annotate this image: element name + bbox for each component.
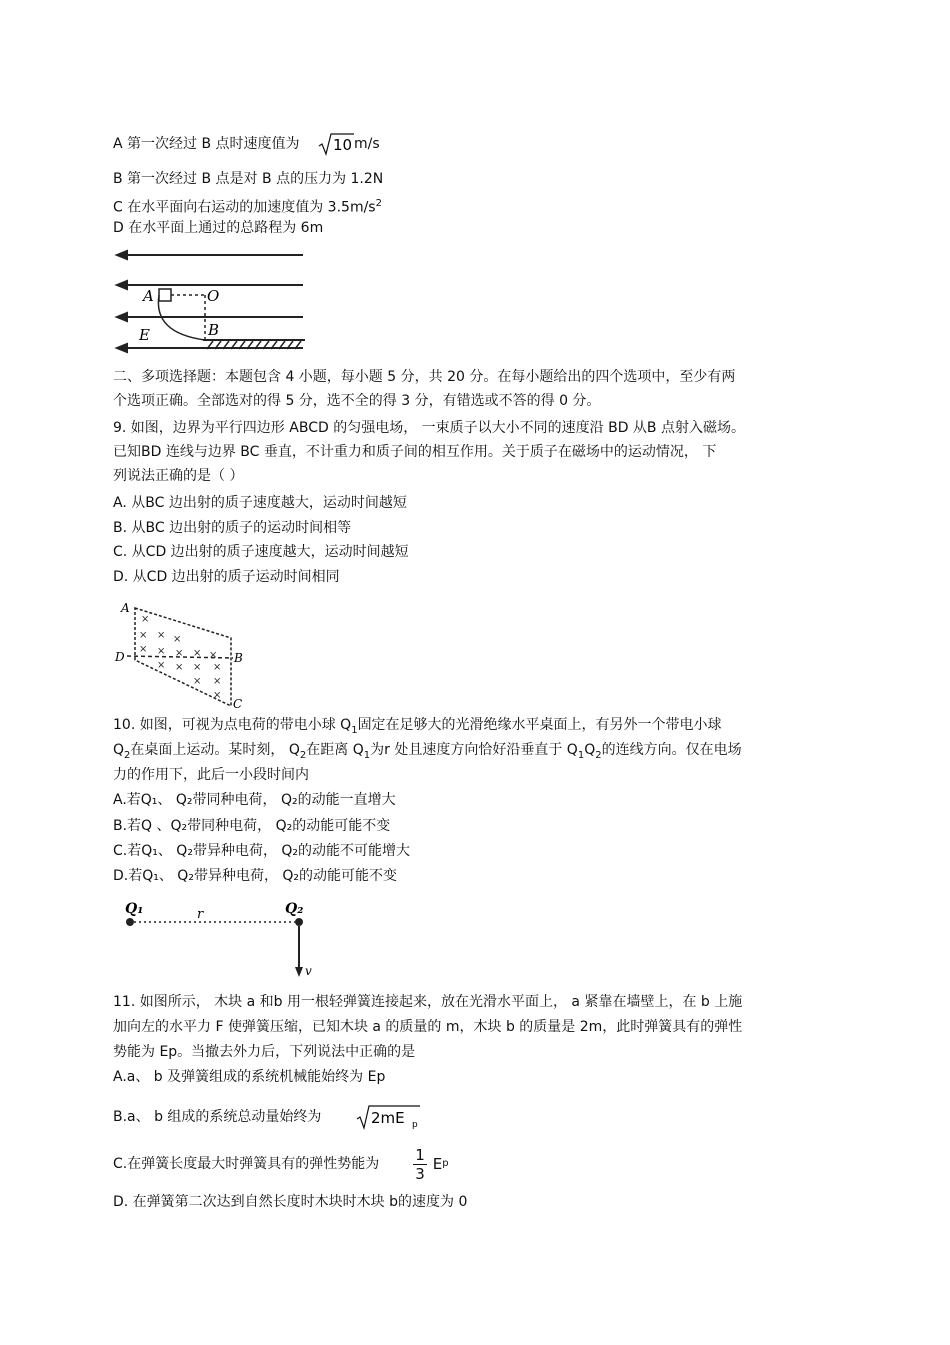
q10-text: 10. 如图，可视为点电荷的带电小球 Q (113, 717, 352, 733)
q9-label-d: D (115, 650, 125, 664)
q11-option-c (113, 1142, 449, 1186)
field-mark: × (157, 646, 166, 657)
q9-option-b: B. 从BC 边出射的质子的运动时间相等 (113, 520, 352, 536)
q11-option-b (113, 1104, 422, 1130)
fraction-numerator: 1 (415, 1145, 425, 1164)
field-mark: × (213, 676, 222, 687)
sqrt-sign-icon (318, 132, 354, 156)
q9-parallelogram-figure (113, 598, 253, 708)
q11-option-a: A.a、 b 及弹簧组成的系统机械能始终为 Ep (113, 1069, 386, 1085)
q9-label-c: C (233, 697, 243, 708)
field-mark: × (213, 662, 222, 673)
q2-charge-icon (295, 918, 303, 926)
q10-text: 在桌面上运动。某时刻， Q (130, 742, 300, 758)
q9-label-b: B (234, 651, 243, 665)
q10-option-b: B.若Q 、Q₂带同种电荷， Q₂的动能可能不变 (113, 818, 391, 834)
q9-option-a: A. 从BC 边出射的质子速度越大，运动时间越短 (113, 495, 407, 511)
q10-label-r: r (197, 907, 204, 922)
q10-option-d: D.若Q₁、 Q₂带异种电荷， Q₂的动能可能不变 (113, 868, 398, 884)
q10-stem-line3: 力的作用下，此后一小段时间内 (113, 767, 309, 783)
field-mark: × (139, 644, 148, 655)
q8-option-d: D 在水平面上通过的总路程为 6m (113, 220, 324, 236)
q9-stem-line3: 列说法正确的是（ ） (113, 468, 244, 484)
q8-option-a-unit: m/s (354, 136, 380, 152)
field-mark: × (193, 676, 202, 687)
q8-option-a (113, 132, 380, 156)
fraction-denominator: 3 (415, 1164, 425, 1183)
field-mark: × (157, 660, 166, 671)
q10-label-q1: Q₁ (125, 901, 144, 917)
sqrt-radicand: 2mE (370, 1109, 405, 1127)
q9-option-c: C. 从CD 边出射的质子速度越大，运动时间越短 (113, 544, 409, 560)
q10-text: 为r 处且速度方向恰好沿垂直于 Q (370, 742, 578, 758)
q10-sub: 1 (363, 749, 371, 761)
q10-option-a: A.若Q₁、 Q₂带同种电荷， Q₂的动能一直增大 (113, 792, 396, 808)
q10-stem-line2 (113, 741, 742, 765)
field-mark: × (193, 662, 202, 673)
field-mark: × (175, 648, 184, 659)
q8-option-c-text: C 在水平面向右运动的加速度值为 3.5m/s (113, 199, 376, 216)
q10-text: 固定在足够大的光滑绝缘水平桌面上，有另外一个带电小球 (357, 717, 722, 733)
q8-label-b: B (208, 321, 220, 339)
q10-charges-figure (113, 895, 333, 979)
q11-stem-line2: 加向左的水平力 F 使弹簧压缩，已知木块 a 的质量的 m，木块 b 的质量是 2m，此时弹簧具有的弹性 (113, 1019, 743, 1035)
field-mark: × (157, 630, 166, 641)
sqrt-sign-icon (356, 1104, 422, 1130)
energy-subscript: p (442, 1158, 449, 1169)
field-mark: × (209, 650, 218, 661)
field-mark: × (139, 630, 148, 641)
q8-label-e: E (139, 326, 150, 344)
q1-charge-icon (126, 918, 134, 926)
q11-stem-line1: 11. 如图所示， 木块 a 和b 用一根轻弹簧连接起来，放在光滑水平面上， a 紧靠在墙壁上，在 b 上施 (113, 994, 743, 1010)
q10-text: 在距离 Q (306, 742, 364, 758)
q10-sub: 2 (299, 749, 307, 761)
q9-option-d: D. 从CD 边出射的质子运动时间相同 (113, 569, 340, 585)
q10-stem-line1 (113, 716, 722, 740)
q9-stem-line1: 9. 如图，边界为平行四边形 ABCD 的匀强电场， 一束质子以大小不同的速度沿 BD 从B 点射入磁场。 (113, 420, 745, 436)
q8-option-c-sup: 2 (375, 198, 382, 209)
q8-option-c (113, 195, 382, 217)
q10-sub: 1 (351, 724, 358, 736)
field-mark: × (213, 690, 222, 701)
velocity-arrow-icon (295, 967, 303, 977)
q8-option-a-text: A 第一次经过 B 点时速度值为 (113, 136, 300, 152)
q8-field-figure (113, 245, 313, 357)
field-mark: × (193, 648, 202, 659)
sqrt-radicand: 10 (333, 136, 353, 154)
q11-stem-line3: 势能为 Ep。当撤去外力后，下列说法中正确的是 (113, 1044, 416, 1060)
q10-option-c: C.若Q₁、 Q₂带异种电荷， Q₂的动能不可能增大 (113, 843, 411, 859)
energy-symbol: E (432, 1155, 443, 1173)
sqrt-expression (318, 132, 354, 156)
sqrt-subscript: p (411, 1120, 418, 1130)
section2-line1: 二、多项选择题：本题包含 4 小题，每小题 5 分，共 20 分。在每小题给出的四个选项中，至少有两 (113, 369, 736, 385)
q9-label-a: A (121, 601, 130, 615)
q10-text: Q (113, 742, 125, 758)
sqrt-expression (356, 1104, 422, 1130)
q8-label-o: O (207, 287, 220, 305)
q8-option-b: B 第一次经过 B 点是对 B 点的压力为 1.2N (113, 171, 384, 187)
field-mark: × (175, 662, 184, 673)
field-mark: × (141, 614, 150, 625)
q10-sub: 1 (577, 749, 585, 761)
q9-stem-line2: 已知BD 连线与边界 BC 垂直，不计重力和质子间的相互作用。关于质子在磁场中的运动情况， 下 (113, 444, 717, 460)
q11-option-b-text: B.a、 b 组成的系统总动量始终为 (113, 1109, 322, 1125)
field-mark: × (173, 634, 182, 645)
q10-sub: 2 (124, 749, 131, 761)
q10-label-q2: Q₂ (285, 901, 304, 917)
q10-text: 的连线方向。仅在电场 (601, 742, 742, 758)
q8-label-a: A (143, 287, 154, 305)
fraction (413, 1146, 427, 1183)
q10-sub: 2 (595, 749, 602, 761)
q11-option-c-text: C.在弹簧长度最大时弹簧具有的弹性势能为 (113, 1156, 380, 1172)
q11-option-d: D. 在弹簧第二次达到自然长度时木块时木块 b的速度为 0 (113, 1194, 468, 1210)
section2-line2: 个选项正确。全部选对的得 5 分，选不全的得 3 分，有错选或不答的得 0 分。 (113, 393, 601, 409)
q10-text: Q (584, 742, 596, 758)
q10-label-v: v (305, 964, 312, 978)
